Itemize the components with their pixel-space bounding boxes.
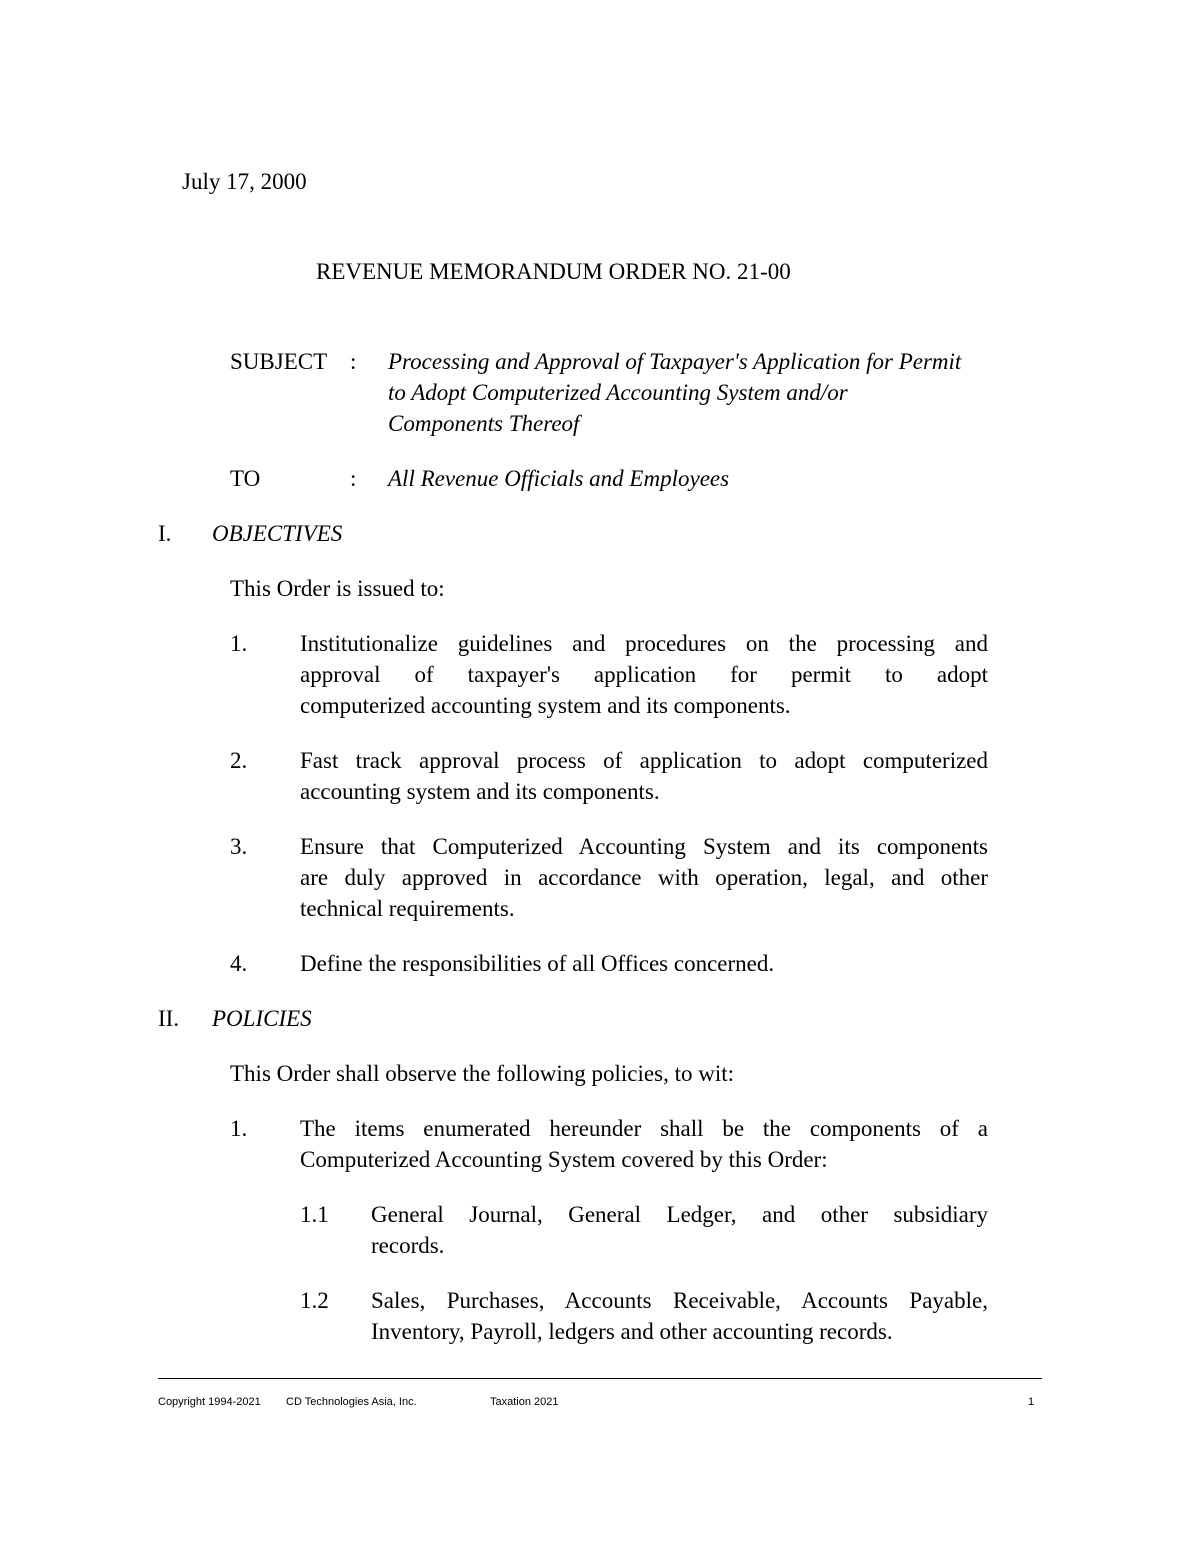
memo-date: July 17, 2000	[182, 169, 307, 194]
footer-divider	[158, 1378, 1042, 1379]
section-intro: This Order shall observe the following policies, to wit:	[230, 1061, 734, 1086]
list-item-line: Fast track approval process of application to adopt computerized	[300, 748, 988, 773]
list-item-line: accounting system and its components.	[300, 779, 660, 804]
footer-company: CD Technologies Asia, Inc.	[286, 1396, 417, 1408]
sub-item-number: 1.2	[300, 1288, 329, 1313]
to-colon: :	[350, 466, 357, 491]
list-item-line: technical requirements.	[300, 896, 515, 921]
section-numeral: I.	[158, 521, 172, 546]
to-value: All Revenue Officials and Employees	[388, 466, 730, 491]
sub-item-line: Sales, Purchases, Accounts Receivable, Accounts Payable,	[371, 1288, 988, 1313]
memo-title: REVENUE MEMORANDUM ORDER NO. 21-00	[316, 259, 791, 284]
subject-colon: :	[350, 349, 357, 374]
subject-line: Components Thereof	[388, 411, 580, 436]
list-item-number: 4.	[230, 951, 248, 976]
sub-item-number: 1.1	[300, 1202, 329, 1227]
footer-copyright: Copyright 1994-2021	[158, 1396, 261, 1408]
section-numeral: II.	[158, 1006, 180, 1031]
list-item-line: Ensure that Computerized Accounting System and its components	[300, 834, 988, 859]
footer-product: Taxation 2021	[490, 1396, 559, 1408]
sub-item-line: General Journal, General Ledger, and other subsidiary	[371, 1202, 988, 1227]
to-label: TO	[230, 466, 261, 491]
footer-page-number: 1	[1028, 1396, 1035, 1408]
list-item-number: 1.	[230, 631, 248, 656]
list-item-number: 2.	[230, 748, 248, 773]
list-item-line: computerized accounting system and its components.	[300, 693, 791, 718]
subject-line: Processing and Approval of Taxpayer's Application for Permit	[388, 349, 962, 374]
sub-item-line: Inventory, Payroll, ledgers and other accounting records.	[371, 1319, 893, 1344]
list-item-line: Institutionalize guidelines and procedures on the processing and	[300, 631, 988, 656]
section-heading: POLICIES	[212, 1006, 312, 1031]
list-item-line: are duly approved in accordance with operation, legal, and other	[300, 865, 988, 890]
subject-line: to Adopt Computerized Accounting System and/or	[388, 380, 848, 405]
subject-label: SUBJECT	[230, 349, 328, 374]
list-item-line: approval of taxpayer's application for permit to adopt	[300, 662, 988, 687]
list-item-line: Define the responsibilities of all Offices concerned.	[300, 951, 775, 976]
list-item-number: 1.	[230, 1116, 248, 1141]
list-item-line: Computerized Accounting System covered by this Order:	[300, 1147, 828, 1172]
section-intro: This Order is issued to:	[230, 576, 445, 601]
list-item-line: The items enumerated hereunder shall be the components of a	[300, 1116, 988, 1141]
list-item-number: 3.	[230, 834, 248, 859]
section-heading: OBJECTIVES	[212, 521, 343, 546]
sub-item-line: records.	[371, 1233, 445, 1258]
